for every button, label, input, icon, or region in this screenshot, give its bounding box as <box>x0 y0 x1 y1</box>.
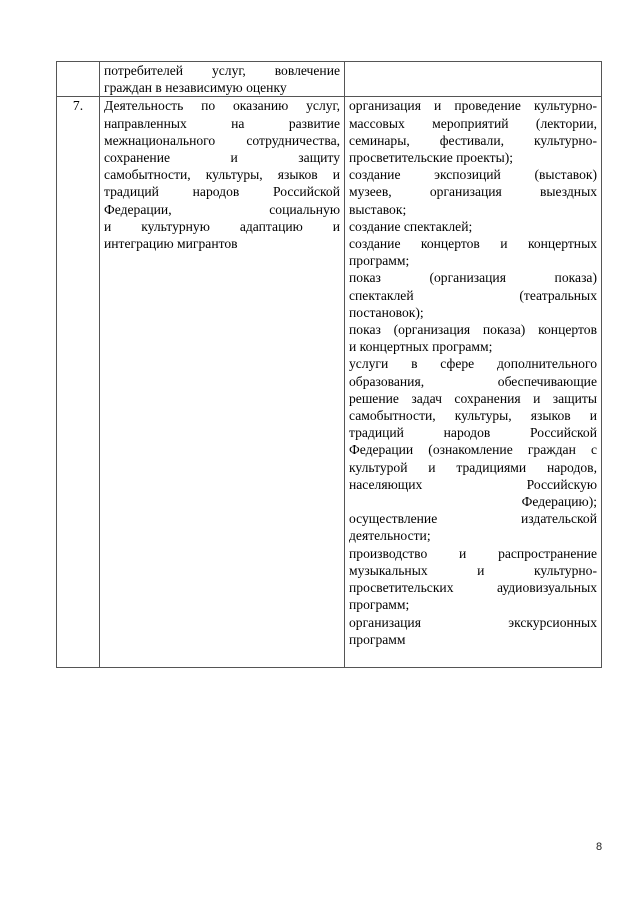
text-line: Федерации (ознакомление граждан с <box>349 442 597 458</box>
text-line: услуги в сфере дополнительного <box>349 356 597 372</box>
text-line: производство и распространение <box>349 545 597 561</box>
text-line: решение задач сохранения и защиты <box>349 390 597 406</box>
text-line: самобытности, культуры, языков и <box>349 408 597 424</box>
text-line: граждан в независимую оценку <box>104 80 287 96</box>
text-line: массовых мероприятий (лектории, <box>349 115 597 131</box>
text-line: культурой и традициями народов, <box>349 459 597 475</box>
row-number <box>57 62 100 97</box>
text-line: потребителей услуг, вовлечение <box>104 63 340 78</box>
text-line: традиций народов Российской <box>349 425 597 441</box>
text-line: Федерацию); <box>521 494 597 510</box>
text-line: программ <box>349 631 406 647</box>
text-line: семинары, фестивали, культурно- <box>349 132 597 148</box>
text-line: Федерации, социальную <box>104 201 340 217</box>
text-line: музеев, организация выездных <box>349 184 597 200</box>
text-line: деятельности; <box>349 528 431 544</box>
text-line: программ; <box>349 253 410 269</box>
text-line: организация и проведение культурно- <box>349 98 597 114</box>
text-line: программ; <box>349 597 410 613</box>
text-line: создание концертов и концертных <box>349 236 597 252</box>
text-line: самобытности, культуры, языков и <box>104 167 340 183</box>
text-line: показ (организация показа) <box>349 270 597 286</box>
table-row <box>57 62 602 97</box>
text-line: музыкальных и культурно- <box>349 562 597 578</box>
text-line: создание экспозиций (выставок) <box>349 167 597 183</box>
text-line: спектаклей (театральных <box>349 287 597 303</box>
text-line: организация экскурсионных <box>349 614 597 630</box>
text-line: показ (организация показа) концертов <box>349 322 597 338</box>
page-number: 8 <box>596 841 603 853</box>
services-cell <box>345 62 602 97</box>
text-line: просветительские проекты); <box>349 150 514 166</box>
text-line: межнационального сотрудничества, <box>104 132 340 148</box>
text-line: и концертных программ; <box>349 339 493 355</box>
text-line: просветительских аудиовизуальных <box>349 580 597 596</box>
services-cell <box>345 97 602 668</box>
text-line: Деятельность по оказанию услуг, <box>104 98 340 114</box>
text-line: населяющих Российскую <box>349 476 597 492</box>
text-line: образования, обеспечивающие <box>349 373 597 389</box>
text-line: и культурную адаптацию и <box>104 218 340 234</box>
row-number: 7. <box>57 97 100 668</box>
text-line: выставок; <box>349 201 407 217</box>
services-table <box>56 61 602 668</box>
text-line: осуществление издательской <box>349 511 597 527</box>
activity-cell <box>100 97 345 668</box>
activity-cell <box>100 62 345 97</box>
text-line: постановок); <box>349 304 424 320</box>
text-line: традиций народов Российской <box>104 184 340 200</box>
text-line: интеграцию мигрантов <box>104 236 238 252</box>
table-row <box>57 97 602 668</box>
text-line: направленных на развитие <box>104 115 340 131</box>
text-line: сохранение и защиту <box>104 150 340 166</box>
text-line: создание спектаклей; <box>349 218 473 234</box>
